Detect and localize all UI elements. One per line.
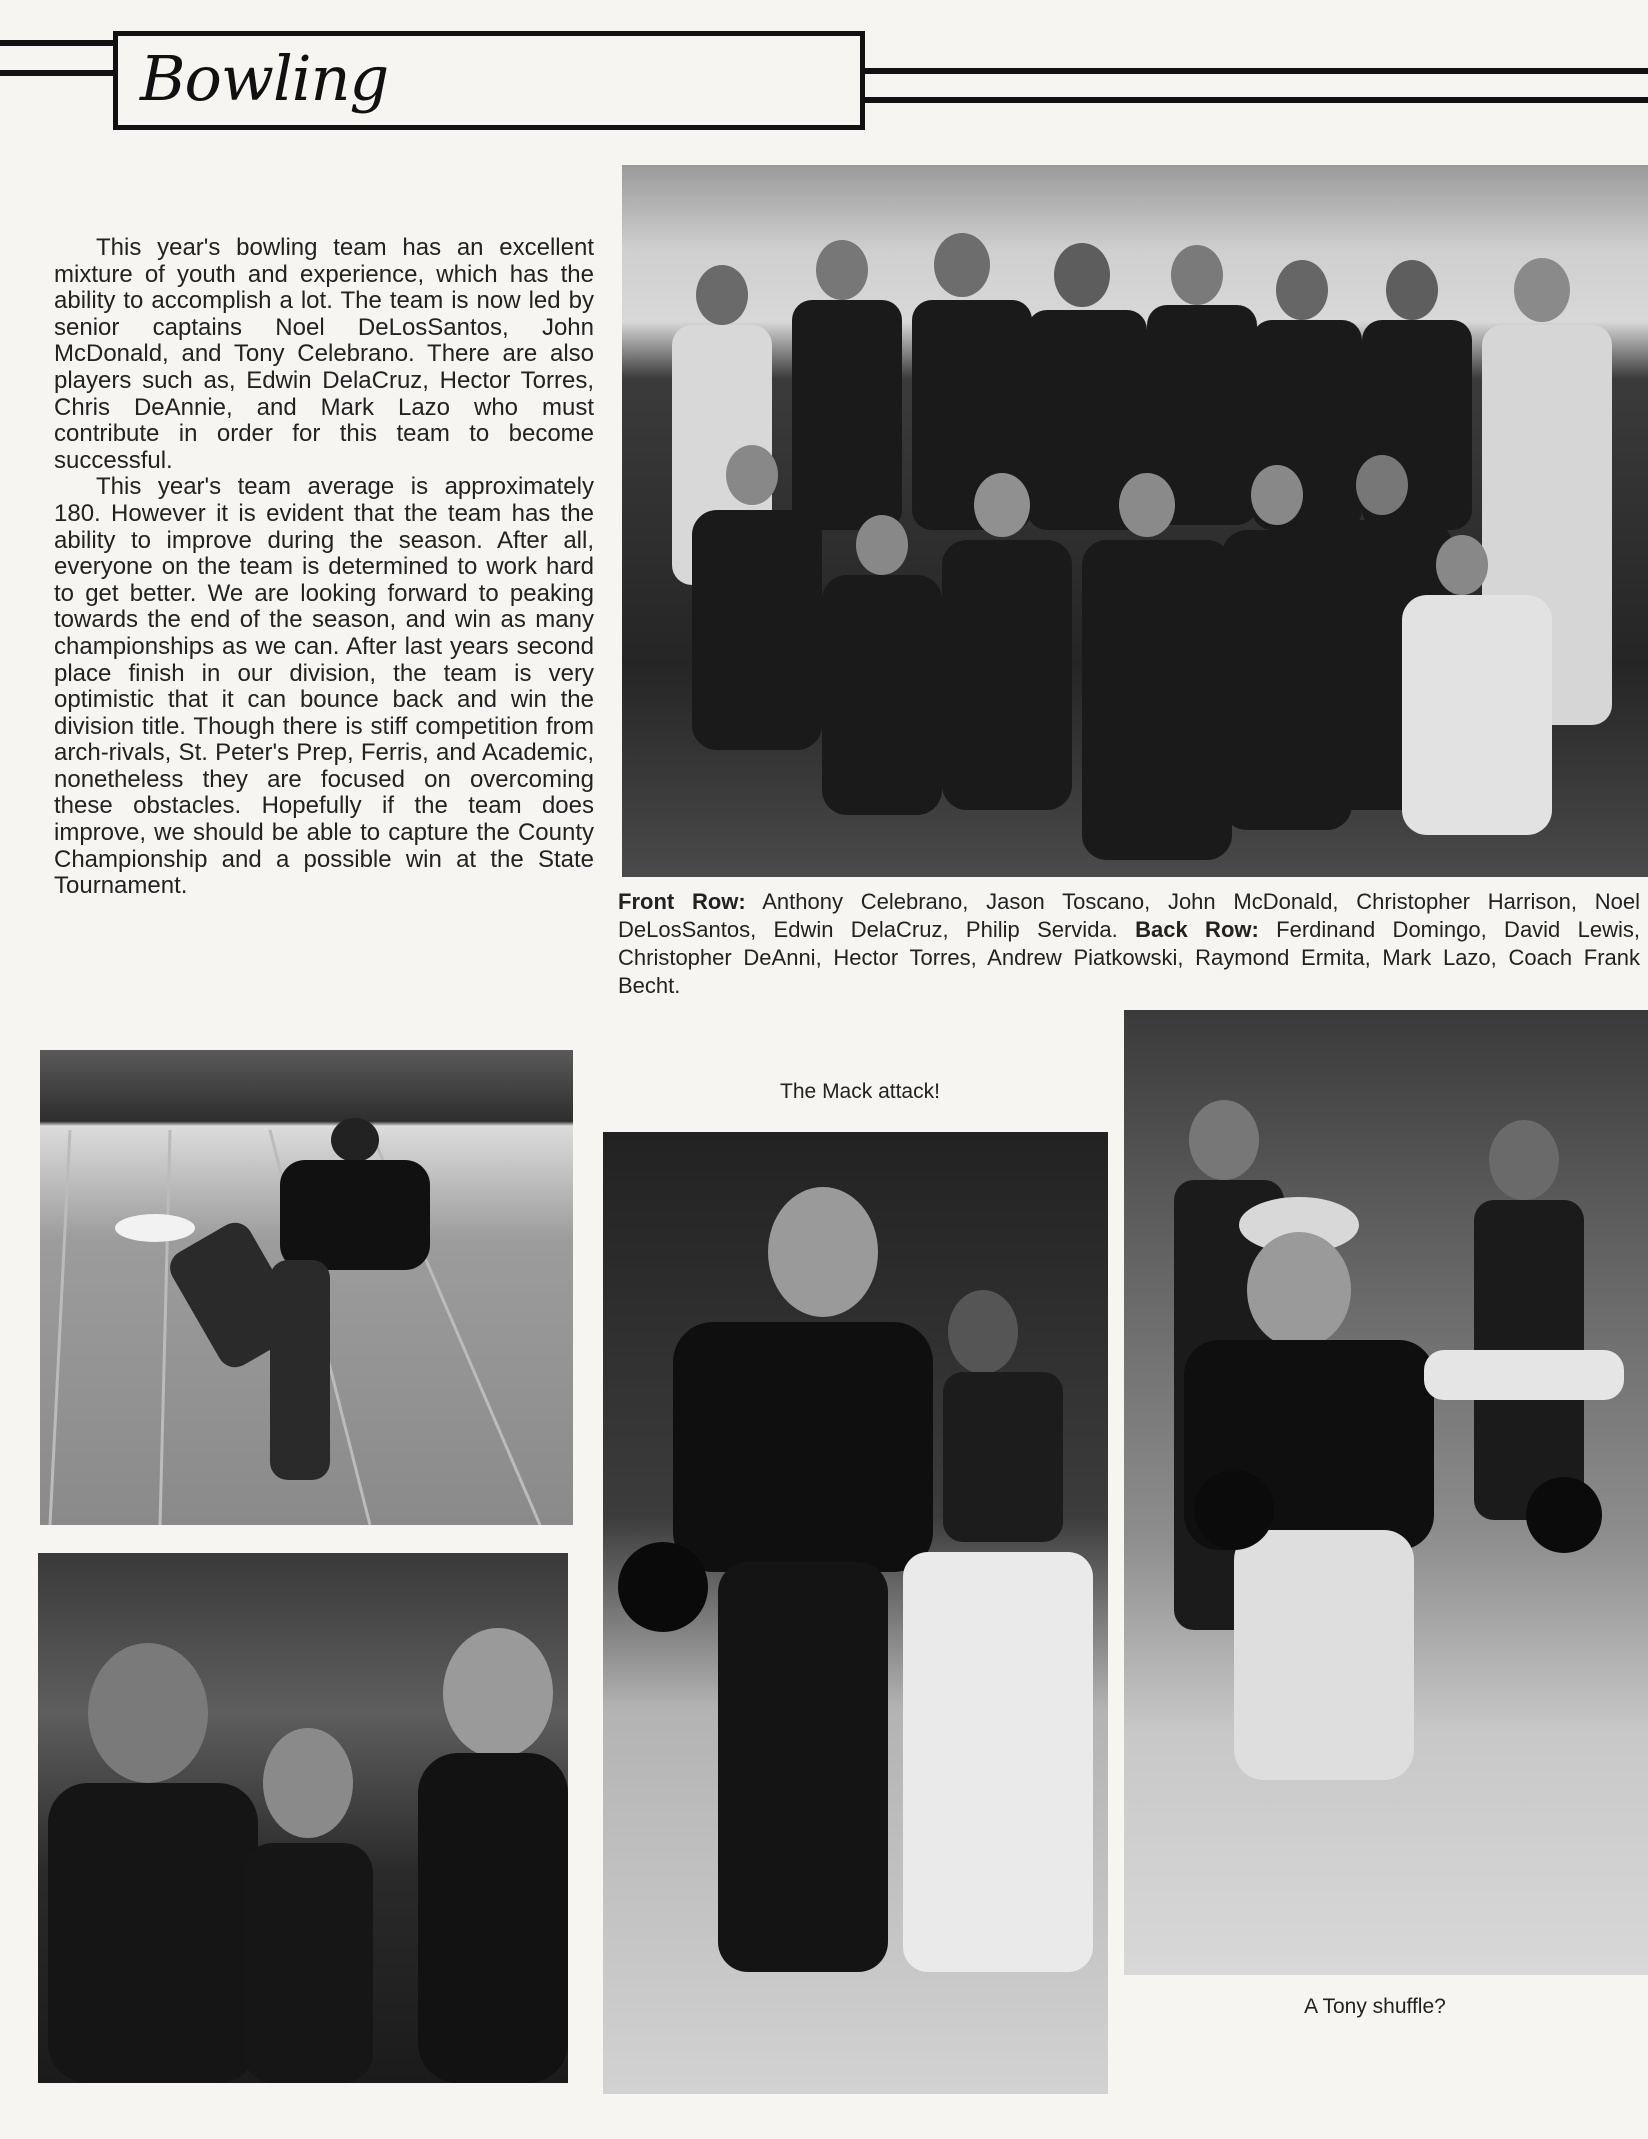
header-rule-left-bottom: [0, 70, 115, 76]
mack-caption: The Mack attack!: [780, 1080, 940, 1103]
front-row-names: Anthony Celebrano, Jason Toscano, John McDonald, Christopher Harrison, Noel DeLosSantos, Edwin DelaCruz, Philip Servida.: [618, 889, 1640, 942]
lane-bowler-figure: [40, 1050, 573, 1525]
lane-bowler-photo: [40, 1050, 573, 1525]
team-photo-figures: [622, 165, 1648, 877]
team-photo: [622, 165, 1648, 877]
header-rule-left-top: [0, 40, 115, 46]
header-rule-right-top: [862, 68, 1648, 74]
article-paragraph: This year's team average is approximately 180. However it is evident that the team has the ability to improve during the season. After all, everyone on the team is determined to work hard to get better. We are looking forward to peaking towards the end of the season, and win as many championships as we can. After last years second place finish in our division, the team is very optimistic that it can bounce back and win the division title. Though there is stiff competition from arch-rivals, St. Peter's Prep, Ferris, and Academic, nonetheless they are focused on overcoming these obstacles. Hopefully if the team does improve, we should be able to capture the County Championship and a possible win at the State Tournament.: [54, 473, 594, 900]
spectators-figures: [38, 1553, 568, 2083]
spectators-photo: [38, 1553, 568, 2083]
mack-attack-photo: [603, 1132, 1108, 2094]
page-title: Bowling: [140, 42, 389, 115]
tony-caption: A Tony shuffle?: [1304, 1995, 1446, 2018]
mack-bowler-figure: [603, 1132, 1108, 2094]
back-row-names: Ferdinand Domingo, David Lewis, Christopher DeAnni, Hector Torres, Andrew Piatkowski, Raymond Ermita, Mark Lazo, Coach Frank Becht.: [618, 917, 1640, 998]
header-rule-right-bottom: [862, 97, 1648, 103]
tony-shuffle-photo: [1124, 1010, 1648, 1975]
back-row-label: Back Row:: [1135, 917, 1259, 942]
article-paragraph: This year's bowling team has an excellent mixture of youth and experience, which has the ability to accomplish a lot. The team is now led by senior captains Noel DeLosSantos, John McDonald, and Tony Celebrano. There are also players such as, Edwin DelaCruz, Hector Torres, Chris DeAnnie, and Mark Lazo who must contribute in order for this team to become successful.: [54, 234, 594, 474]
title-box: [113, 31, 865, 130]
front-row-label: Front Row:: [618, 889, 746, 914]
team-caption: [618, 888, 1640, 1000]
tony-bowler-figure: [1124, 1010, 1648, 1975]
article-body: [54, 235, 594, 900]
